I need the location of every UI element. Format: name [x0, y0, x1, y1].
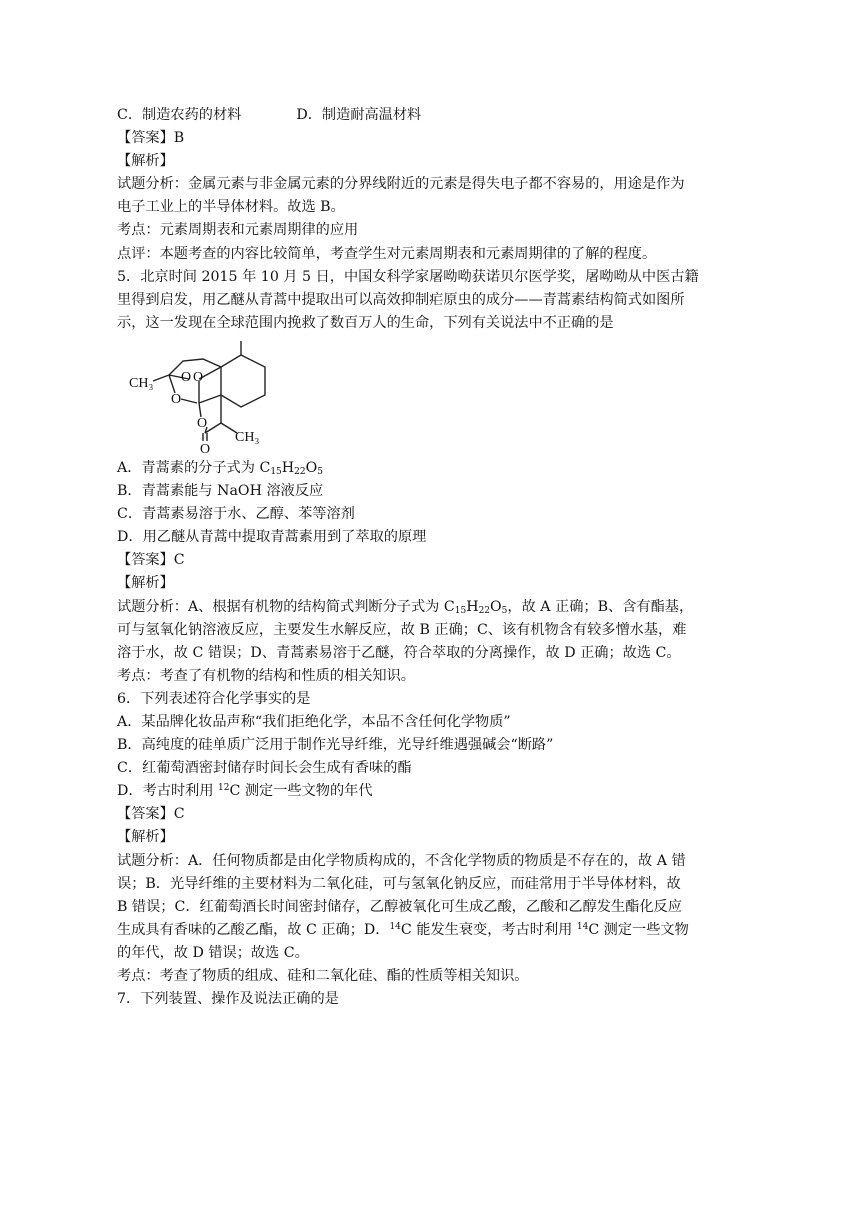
ch3-bottom-label: CH₃	[235, 429, 260, 445]
q5-analysis-label: 【解析】	[117, 575, 174, 592]
q6-option-d-suffix: C 测定一些文物的年代	[229, 783, 373, 800]
q5-analysis-line-3: 溶于水，故 C 错误；D、青蒿素易溶于乙醚，符合萃取的分离操作，故 D 正确；故选 C。	[117, 644, 681, 661]
q6-analysis-line-4	[117, 919, 745, 942]
q6-option-b: B．高纯度的硅单质广泛用于制作光导纤维，光导纤维遇强碱会“断路”	[117, 737, 554, 754]
q5-option-a-text: A．青蒿素的分子式为 C	[117, 459, 271, 476]
subscript: 5	[317, 466, 323, 477]
subscript: 22	[294, 466, 306, 477]
q6-analysis-4a: 生成具有香味的乙酸乙酯，故 C 正确；D．	[117, 921, 390, 938]
q5-option-d: D．用乙醚从青蒿中提取青蒿素用到了萃取的原理	[117, 529, 427, 546]
q6-analysis-label: 【解析】	[117, 829, 174, 846]
element-h: H	[466, 598, 479, 615]
q4-answer: 【答案】B	[117, 130, 185, 147]
q4-analysis-label: 【解析】	[117, 153, 174, 170]
q5-analysis-1a: 试题分析：A、根据有机物的结构简式判断分子式为 C	[117, 598, 455, 615]
q5-kaodian: 考点：考查了有机物的结构和性质的相关知识。	[117, 667, 415, 684]
q5-stem-line-1: 5．北京时间 2015 年 10 月 5 日，中国女科学家屠呦呦获诺贝尔医学奖，屠呦呦从中医古籍	[117, 268, 699, 285]
q4-option-c: C．制造农药的材料	[117, 107, 242, 123]
artemisinin-structure-diagram	[129, 337, 289, 455]
oxygen-label-3: O	[171, 391, 182, 407]
q6-stem: 6．下列表述符合化学事实的是	[117, 690, 311, 707]
q6-option-a: A．某品牌化妆品声称“我们拒绝化学，本品不含任何化学物质”	[117, 713, 511, 730]
q6-option-c: C．红葡萄酒密封储存时间长会生成有香味的酯	[117, 760, 412, 777]
oxygen-label-1: O	[181, 369, 192, 385]
artemisinin-structure-figure	[117, 335, 745, 457]
q6-analysis-4c: C 测定一些文物	[588, 921, 689, 938]
q4-analysis-line-2: 电子工业上的半导体材料。故选 B。	[117, 199, 345, 216]
q4-options-cd	[117, 104, 745, 127]
q5-stem-line-3: 示，这一发现在全球范围内挽救了数百万人的生命，下列有关说法中不正确的是	[117, 314, 614, 331]
q6-analysis-line-1: 试题分析：A．任何物质都是由化学物质构成的，不含化学物质的物质是不存在的，故 A 错	[117, 852, 686, 869]
q5-answer: 【答案】C	[117, 552, 185, 569]
ch3-left-label: CH₃	[129, 375, 154, 391]
subscript: 5	[501, 605, 508, 616]
q6-analysis-line-3: B 错误；C．红葡萄酒长时间密封储存，乙醇被氧化可生成乙酸，乙酸和乙醇发生酯化反应	[117, 898, 682, 915]
subscript: 15	[454, 605, 467, 616]
oxygen-label-4: O	[197, 415, 208, 431]
q6-analysis-line-5: 的年代，故 D 错误；故选 C。	[117, 944, 309, 961]
element-h: H	[281, 459, 295, 476]
q5-analysis-1b: ，故 A 正确；B、含有酯基，	[507, 598, 694, 615]
element-o: O	[305, 459, 318, 476]
q4-kaodian: 考点：元素周期表和元素周期律的应用	[117, 222, 359, 239]
element-o: O	[490, 598, 502, 615]
q6-analysis-4b: C 能发生衰变，考古时利用	[400, 921, 577, 938]
q4-analysis-line-1: 试题分析：金属元素与非金属元素的分界线附近的元素是得失电子都不容易的，用途是作为	[117, 176, 685, 193]
superscript: 14	[576, 921, 589, 932]
q5-option-a	[117, 457, 745, 480]
q4-dianping: 点评：本题考查的内容比较简单，考查学生对元素周期表和元素周期律的了解的程度。	[117, 245, 657, 262]
q6-analysis-line-2: 误；B．光导纤维的主要材料为二氧化硅，可与氢氧化钠反应，而硅常用于半导体材料，故	[117, 875, 681, 892]
q6-kaodian: 考点：考查了物质的组成、硅和二氧化硅、酯的性质等相关知识。	[117, 968, 529, 984]
q5-option-c: C．青蒿素易溶于水、乙醇、苯等溶剂	[117, 506, 355, 523]
q6-option-d	[117, 780, 745, 803]
q5-analysis-line-2: 可与氢氧化钠溶液反应，主要发生水解反应，故 B 正确；C、该有机物含有较多憎水基，难	[117, 621, 687, 638]
q5-option-b: B．青蒿素能与 NaOH 溶液反应	[117, 483, 324, 500]
q5-stem-line-2: 里得到启发，用乙醚从青蒿中提取出可以高效抑制疟原虫的成分——青蒿素结构简式如图所	[117, 291, 685, 308]
superscript: 14	[389, 921, 401, 932]
document-body	[117, 104, 745, 1011]
subscript: 15	[270, 466, 282, 477]
q7-stem: 7．下列装置、操作及说法正确的是	[117, 991, 339, 1008]
subscript: 22	[478, 605, 491, 616]
q6-answer: 【答案】C	[117, 806, 185, 823]
superscript: 12	[218, 783, 230, 794]
oxygen-label-5: O	[200, 441, 211, 455]
q5-analysis-line-1	[117, 596, 745, 619]
q4-option-d: D．制造耐高温材料	[296, 107, 422, 123]
q6-option-d-prefix: D．考古时利用	[117, 783, 219, 800]
oxygen-label-2: O	[193, 369, 204, 385]
